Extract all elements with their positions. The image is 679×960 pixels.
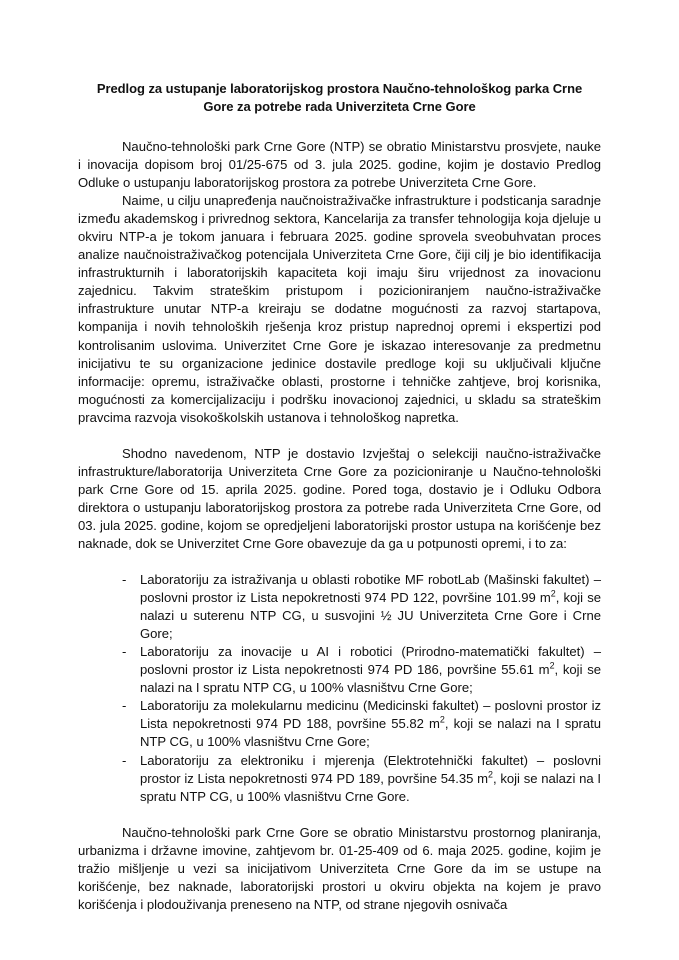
paragraph-report: Shodno navedenom, NTP je dostavio Izvještaj o selekciji naučno-istraživačke infrastrukture/laboratorija Univerziteta Crne Gore za pozicioniranje u Naučno-tehnološki park Crne Gore od 15. aprila 2025. godine. Pored toga, dostavio je i Odluku Odbora direktora o ustupanju laboratorijskog prostora za potrebe rada Univerziteta Crne Gore, od 03. jula 2025. godine, kojom se opredjeljeni laboratorijski prostor ustupa na korišćenje bez naknade, dok se Univerzitet Crne Gore obavezuje da ga u potpunosti opremi, i to za: bbox=[78, 445, 601, 551]
list-marker: - bbox=[122, 752, 127, 768]
paragraph-intro: Naučno-tehnološki park Crne Gore (NTP) se obratio Ministarstvu prosvjete, nauke i inovacija dopisom broj 01/25-675 od 3. jula 2025. godine, kojim je dostavio Predlog Odluke o ustupanju laboratorijskog prostora za potrebe Univerziteta Crne Gore. bbox=[78, 139, 601, 191]
list-item-superscript: 2 bbox=[550, 588, 556, 599]
list-item-text-pre: Laboratoriju za istraživanja u oblasti robotike MF robotLab (Mašinski fakultet) – poslovni prostor iz Lista nepokretnosti 974 PD 122, površine 101.99 m bbox=[140, 572, 601, 606]
list-marker: - bbox=[122, 644, 127, 660]
list-item-text-pre: Laboratoriju za elektroniku i mjerenja (Elektrotehnički fakultet) – poslovni prostor iz Lista nepokretnosti 974 PD 189, površine 54.35 m bbox=[140, 752, 601, 786]
document-content bbox=[78, 80, 601, 914]
list-item-superscript: 2 bbox=[488, 769, 493, 780]
paragraph-ministry-request: Naučno-tehnološki park Crne Gore se obratio Ministarstvu prostornog planiranja, urbanizma i državne imovine, zahtjevom br. 01-25-409 od 6. maja 2025. godine, kojim je tražio mišljenje u vezi sa inicijativom Univerziteta Crne Gore da im se ustupe na korišćenje, bez naknade, laboratorijski prostori u okviru objekta na kojem je pravo korišćenja i plodouživanja preneseno na NTP, od strane njegovih osnivača bbox=[78, 824, 601, 912]
laboratory-list bbox=[78, 571, 601, 806]
list-item-text-pre: Laboratoriju za inovacije u AI i robotici (Prirodno-matematički fakultet) – poslovni prostor iz Lista nepokretnosti 974 PD 186, površine 55.61 m bbox=[140, 644, 601, 678]
paragraph-analysis: Naime, u cilju unapređenja naučnoistraživačke infrastrukture i podsticanja saradnje između akademskog i privrednog sektora, Kancelarija za transfer tehnologija koja djeluje u okviru NTP-a je tokom januara i februara 2025. godine sprovela sveobuhvatan proces analize naučnoistraživačkog potencijala Univerziteta Crne Gore, čiji cilj je bio identifikacija infrastrukturnih i laboratorijskih kapaciteta koji imaju širu vrijednost za inovacionu zajednicu. Takvim strateškim pristupom i pozicioniranjem naučno-istraživačke infrastrukture unutar NTP-a kreiraju se dodatne mogućnosti za razvoj startapova, kompanija i novih tehnoloških rješenja kroz pristup naprednoj opremi i ekspertizi pod kontrolisanim uslovima. Univerzitet Crne Gore je iskazao interesovanje za predmetnu inicijativu te su organizacione jedinice dostavile predloge koji su uključivali ključne informacije: opremu, istraživačke oblasti, prostorne i tehničke zahtjeve, broj korisnika, mogućnosti za komercijalizaciju i podršku inovacionoj zajednici, u skladu sa strateškim pravcima razvoja visokoškolskih ustanova i tehnološkog napretka. bbox=[78, 193, 601, 425]
page-title: Predlog za ustupanje laboratorijskog prostora Naučno-tehnološkog parka Crne Gore za potrebe rada Univerziteta Crne Gore bbox=[96, 81, 583, 114]
list-item-text-post: , koji se nalazi na I spratu NTP CG, u 100% vlasništvu Crne Gore. bbox=[140, 770, 602, 804]
list-item-text-post: , koji se nalazi na I spratu NTP CG, u 100% vlasništvu Crne Gore; bbox=[140, 662, 601, 696]
list-item-superscript: 2 bbox=[439, 715, 445, 726]
list-item bbox=[78, 752, 601, 806]
list-item bbox=[78, 643, 601, 697]
list-item bbox=[78, 697, 601, 751]
list-marker: - bbox=[122, 698, 127, 714]
list-item-text-post: , koji se nalazi u suterenu NTP CG, u susvojini ½ JU Univerziteta Crne Gore i Crne Gore; bbox=[140, 590, 601, 642]
list-item bbox=[78, 571, 601, 643]
list-item-text-pre: Laboratoriju za molekularnu medicinu (Medicinski fakultet) – poslovni prostor iz Lista nepokretnosti 974 PD 188, površine 55.82 m bbox=[140, 698, 601, 732]
list-item-superscript: 2 bbox=[549, 660, 555, 671]
list-marker: - bbox=[122, 572, 127, 588]
list-item-text-post: , koji se nalazi na I spratu NTP CG, u 100% vlasništvu Crne Gore; bbox=[140, 716, 602, 750]
